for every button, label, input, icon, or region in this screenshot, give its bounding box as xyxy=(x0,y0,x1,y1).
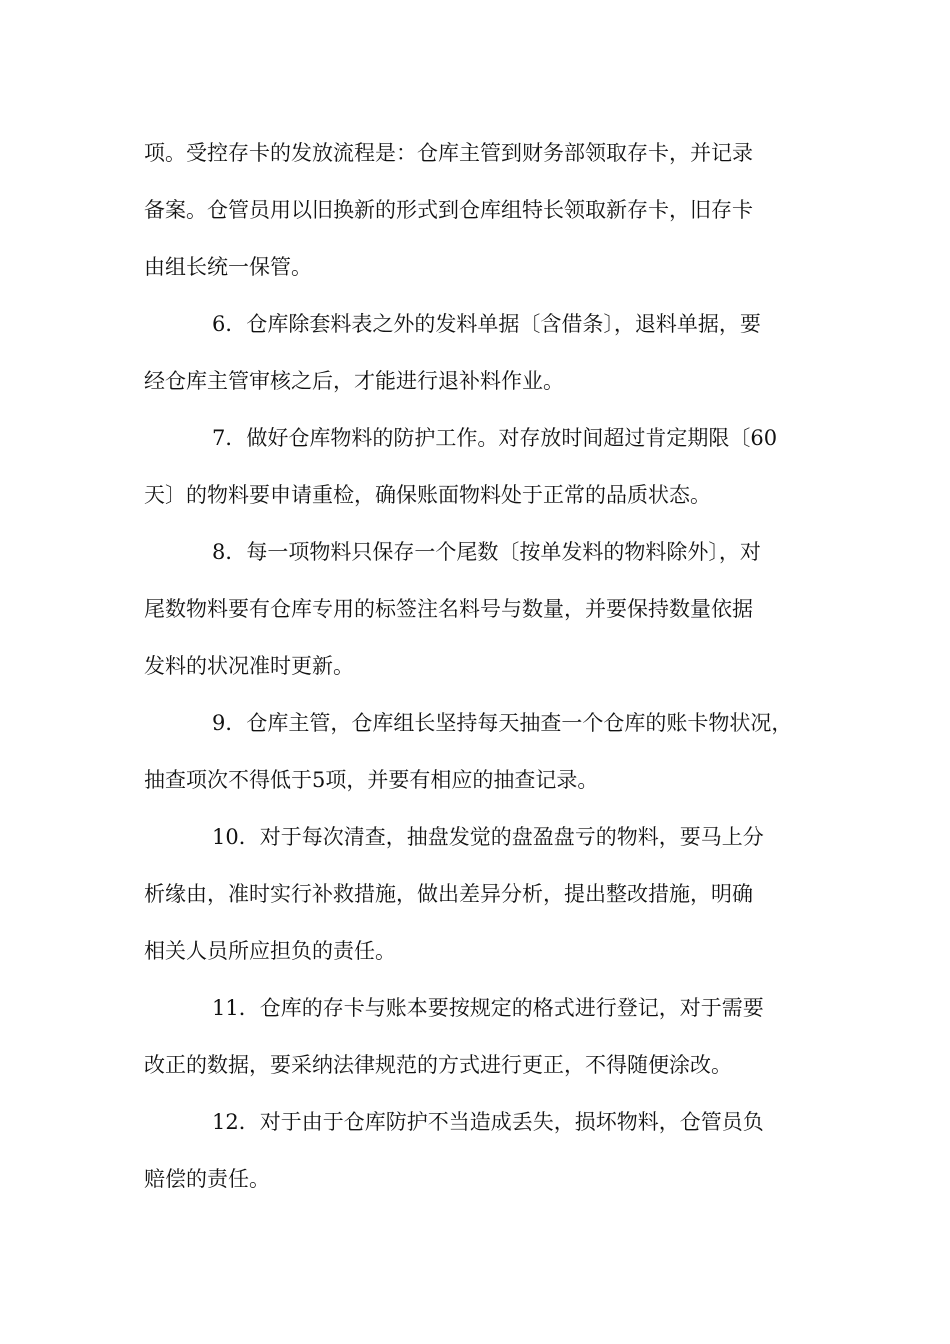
paragraph-line: 备案。仓管员用以旧换新的形式到仓库组特长领取新存卡，旧存卡 xyxy=(144,198,753,222)
paragraph-line: 7．做好仓库物料的防护工作。对存放时间超过肯定期限〔60 xyxy=(212,426,778,450)
paragraph-line: 10．对于每次清查，抽盘发觉的盘盈盘亏的物料，要马上分 xyxy=(212,825,764,849)
paragraph-line: 发料的状况准时更新。 xyxy=(144,654,354,678)
paragraph-line: 11．仓库的存卡与账本要按规定的格式进行登记，对于需要 xyxy=(212,996,764,1020)
paragraph-line: 抽查项次不得低于5项，并要有相应的抽查记录。 xyxy=(144,768,599,792)
paragraph-8 xyxy=(144,532,820,703)
paragraph-line: 8．每一项物料只保存一个尾数〔按单发料的物料除外〕，对 xyxy=(212,540,761,564)
paragraph-5-continued xyxy=(144,133,820,304)
paragraph-line: 项。受控存卡的发放流程是：仓库主管到财务部领取存卡，并记录 xyxy=(144,141,753,165)
document-body xyxy=(144,133,820,1216)
paragraph-7 xyxy=(144,418,820,532)
paragraph-line: 尾数物料要有仓库专用的标签注名料号与数量，并要保持数量依据 xyxy=(144,597,753,621)
paragraph-line: 相关人员所应担负的责任。 xyxy=(144,939,396,963)
paragraph-6 xyxy=(144,304,820,418)
paragraph-line: 9．仓库主管，仓库组长坚持每天抽查一个仓库的账卡物状况， xyxy=(212,711,793,735)
paragraph-10 xyxy=(144,817,820,988)
paragraph-line: 改正的数据，要采纳法律规范的方式进行更正，不得随便涂改。 xyxy=(144,1053,732,1077)
paragraph-line: 析缘由，准时实行补救措施，做出差异分析，提出整改措施，明确 xyxy=(144,882,753,906)
paragraph-line: 由组长统一保管。 xyxy=(144,255,312,279)
paragraph-line: 天〕的物料要申请重检，确保账面物料处于正常的品质状态。 xyxy=(144,483,711,507)
paragraph-11 xyxy=(144,988,820,1102)
paragraph-line: 12．对于由于仓库防护不当造成丢失，损坏物料，仓管员负 xyxy=(212,1110,764,1134)
paragraph-9 xyxy=(144,703,820,817)
paragraph-line: 经仓库主管审核之后，才能进行退补料作业。 xyxy=(144,369,564,393)
paragraph-line: 赔偿的责任。 xyxy=(144,1167,270,1191)
paragraph-12 xyxy=(144,1102,820,1216)
paragraph-line: 6．仓库除套料表之外的发料单据〔含借条〕，退料单据，要 xyxy=(212,312,761,336)
